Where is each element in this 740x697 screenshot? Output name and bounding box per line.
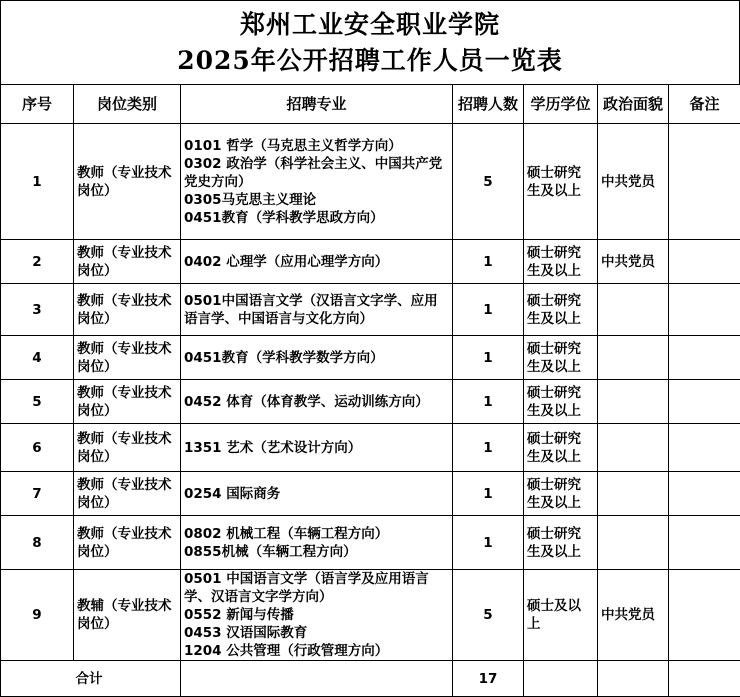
total-political-empty <box>598 661 669 697</box>
header-major: 招聘专业 <box>181 85 453 124</box>
total-major-empty <box>181 661 453 697</box>
row-count: 1 <box>453 516 524 570</box>
row-political <box>598 424 669 472</box>
header-remark: 备注 <box>669 85 740 124</box>
row-no: 2 <box>1 240 74 284</box>
row-no: 5 <box>1 380 74 424</box>
row-degree: 硕士研究生及以上 <box>524 336 598 380</box>
row-political: 中共党员 <box>598 240 669 284</box>
row-category: 教师（专业技术岗位） <box>74 380 181 424</box>
row-count: 1 <box>453 424 524 472</box>
major-item: 1351 艺术（艺术设计方向） <box>184 439 449 457</box>
row-category: 教师（专业技术岗位） <box>74 424 181 472</box>
row-degree: 硕士研究生及以上 <box>524 240 598 284</box>
row-count: 1 <box>453 336 524 380</box>
major-item: 0451教育（学科教学思政方向） <box>184 209 449 227</box>
row-remark <box>669 240 740 284</box>
table-title: 2025年公开招聘工作人员一览表 <box>177 43 563 79</box>
major-item: 0552 新闻与传播 <box>184 606 449 624</box>
row-majors <box>181 472 453 516</box>
row-no: 3 <box>1 284 74 336</box>
row-no: 1 <box>1 124 74 240</box>
row-count: 1 <box>453 472 524 516</box>
row-category: 教师（专业技术岗位） <box>74 124 181 240</box>
table-row <box>1 124 740 240</box>
row-no: 8 <box>1 516 74 570</box>
major-item: 1204 公共管理（行政管理方向） <box>184 642 449 660</box>
row-no: 4 <box>1 336 74 380</box>
row-degree: 硕士研究生及以上 <box>524 284 598 336</box>
row-political <box>598 516 669 570</box>
row-category: 教辅（专业技术岗位） <box>74 570 181 661</box>
row-remark <box>669 516 740 570</box>
row-political <box>598 284 669 336</box>
row-political <box>598 472 669 516</box>
row-category: 教师（专业技术岗位） <box>74 336 181 380</box>
row-degree: 硕士研究生及以上 <box>524 424 598 472</box>
row-degree: 硕士及以上 <box>524 570 598 661</box>
row-remark <box>669 124 740 240</box>
major-item: 0305马克思主义理论 <box>184 191 449 209</box>
major-item: 0402 心理学（应用心理学方向） <box>184 253 449 271</box>
header-count: 招聘人数 <box>453 85 524 124</box>
major-item: 0254 国际商务 <box>184 485 449 503</box>
table-row <box>1 240 740 284</box>
major-item: 0452 体育（体育教学、运动训练方向） <box>184 393 449 411</box>
row-count: 5 <box>453 124 524 240</box>
row-category: 教师（专业技术岗位） <box>74 284 181 336</box>
row-remark <box>669 336 740 380</box>
major-item: 0802 机械工程（车辆工程方向） <box>184 525 449 543</box>
row-category: 教师（专业技术岗位） <box>74 472 181 516</box>
total-degree-empty <box>524 661 598 697</box>
table-row <box>1 424 740 472</box>
row-no: 9 <box>1 570 74 661</box>
total-count: 17 <box>453 661 524 697</box>
major-item: 0302 政治学（科学社会主义、中国共产党党史方向） <box>184 155 449 191</box>
row-majors <box>181 240 453 284</box>
header-political: 政治面貌 <box>598 85 669 124</box>
header-category: 岗位类别 <box>74 85 181 124</box>
row-majors <box>181 380 453 424</box>
row-degree: 硕士研究生及以上 <box>524 380 598 424</box>
total-label: 合计 <box>1 661 181 697</box>
table-row <box>1 570 740 661</box>
row-category: 教师（专业技术岗位） <box>74 516 181 570</box>
total-remark-empty <box>669 661 740 697</box>
row-majors <box>181 336 453 380</box>
row-count: 1 <box>453 284 524 336</box>
row-count: 5 <box>453 570 524 661</box>
major-item: 0501 中国语言文学（语言学及应用语言学、汉语言文字学方向） <box>184 570 449 606</box>
row-no: 7 <box>1 472 74 516</box>
row-remark <box>669 284 740 336</box>
row-majors <box>181 570 453 661</box>
row-category: 教师（专业技术岗位） <box>74 240 181 284</box>
header-row <box>1 85 740 124</box>
row-political: 中共党员 <box>598 570 669 661</box>
title-block <box>0 0 740 84</box>
table-row <box>1 284 740 336</box>
row-no: 6 <box>1 424 74 472</box>
header-no: 序号 <box>1 85 74 124</box>
row-majors <box>181 516 453 570</box>
row-majors <box>181 424 453 472</box>
row-count: 1 <box>453 240 524 284</box>
row-count: 1 <box>453 380 524 424</box>
row-remark <box>669 424 740 472</box>
row-degree: 硕士研究生及以上 <box>524 472 598 516</box>
row-remark <box>669 380 740 424</box>
row-majors <box>181 124 453 240</box>
row-degree: 硕士研究生及以上 <box>524 124 598 240</box>
major-item: 0453 汉语国际教育 <box>184 624 449 642</box>
major-item: 0101 哲学（马克思主义哲学方向） <box>184 137 449 155</box>
major-item: 0501中国语言文学（汉语言文字学、应用语言学、中国语言与文化方向） <box>184 292 449 328</box>
recruitment-table <box>0 84 740 697</box>
row-majors <box>181 284 453 336</box>
row-remark <box>669 472 740 516</box>
table-row <box>1 516 740 570</box>
total-row <box>1 661 740 697</box>
row-political <box>598 336 669 380</box>
row-political: 中共党员 <box>598 124 669 240</box>
major-item: 0855机械（车辆工程方向） <box>184 543 449 561</box>
table-row <box>1 472 740 516</box>
table-row <box>1 380 740 424</box>
major-item: 0451教育（学科教学数学方向） <box>184 349 449 367</box>
table-row <box>1 336 740 380</box>
row-degree: 硕士研究生及以上 <box>524 516 598 570</box>
row-remark <box>669 570 740 661</box>
header-degree: 学历学位 <box>524 85 598 124</box>
school-name-title: 郑州工业安全职业学院 <box>240 7 500 43</box>
row-political <box>598 380 669 424</box>
